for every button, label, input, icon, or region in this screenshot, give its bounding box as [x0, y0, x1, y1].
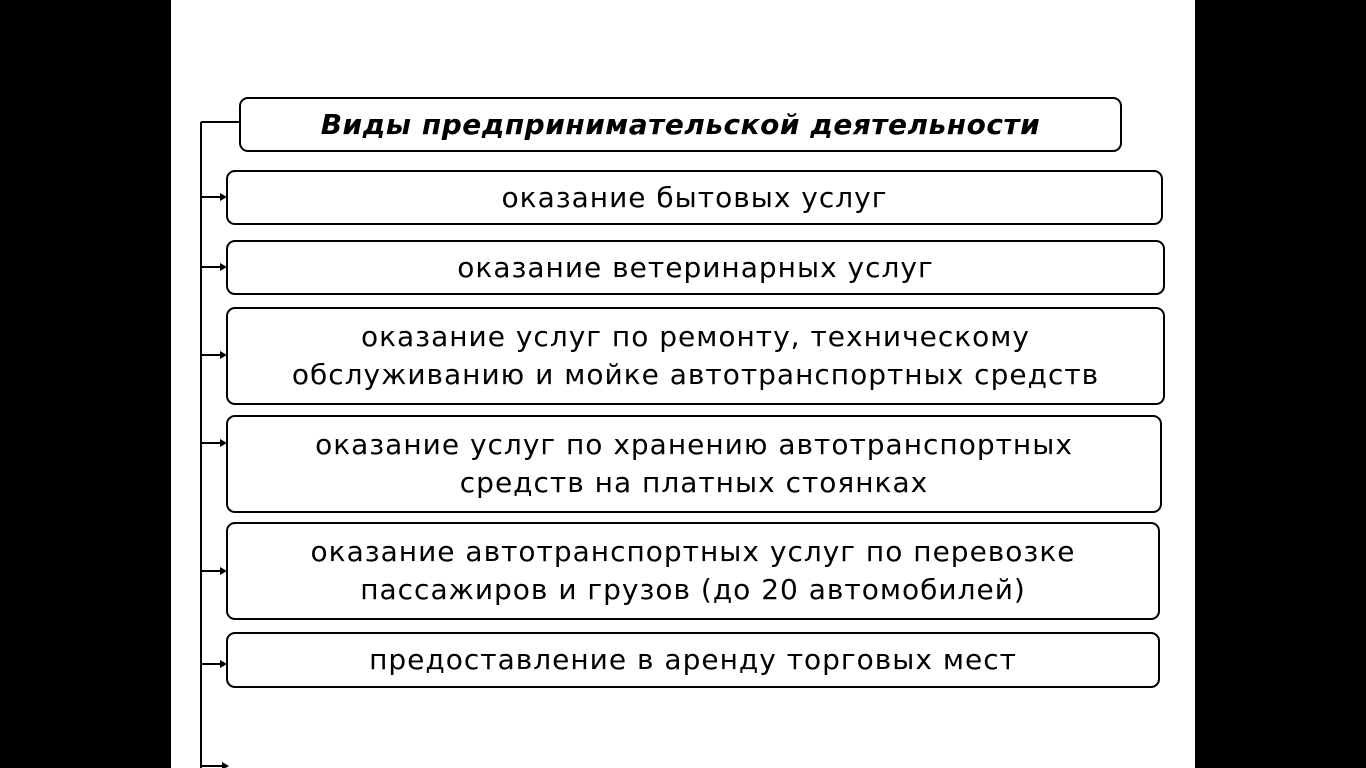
item-box-2 — [226, 240, 1165, 295]
item-4-line-1: оказание услуг по хранению автотранспортных — [315, 428, 1073, 461]
item-3-line-1: оказание услуг по ремонту, техническому — [360, 320, 1030, 353]
item-2-line-1: оказание ветеринарных услуг — [457, 250, 934, 284]
item-box-5 — [226, 522, 1160, 620]
title-box — [239, 97, 1122, 152]
arrow-7-head — [222, 762, 229, 768]
item-box-3 — [226, 307, 1165, 405]
item-1-line-1: оказание бытовых услуг — [501, 180, 888, 214]
item-5-line-1: оказание автотранспортных услуг по перевозке — [310, 535, 1076, 568]
item-box-6 — [226, 632, 1160, 688]
item-3-line-2: обслуживанию и мойке автотранспортных средств — [291, 358, 1100, 391]
item-6-line-1: предоставление в аренду торговых мест — [369, 643, 1017, 676]
item-box-1 — [226, 170, 1163, 225]
item-5-line-2: пассажиров и грузов (до 20 автомобилей) — [360, 573, 1026, 606]
diagram-title: Виды предпринимательской деятельности — [320, 107, 1041, 141]
item-4-line-2: средств на платных стоянках — [459, 466, 929, 499]
item-box-4 — [226, 415, 1162, 513]
